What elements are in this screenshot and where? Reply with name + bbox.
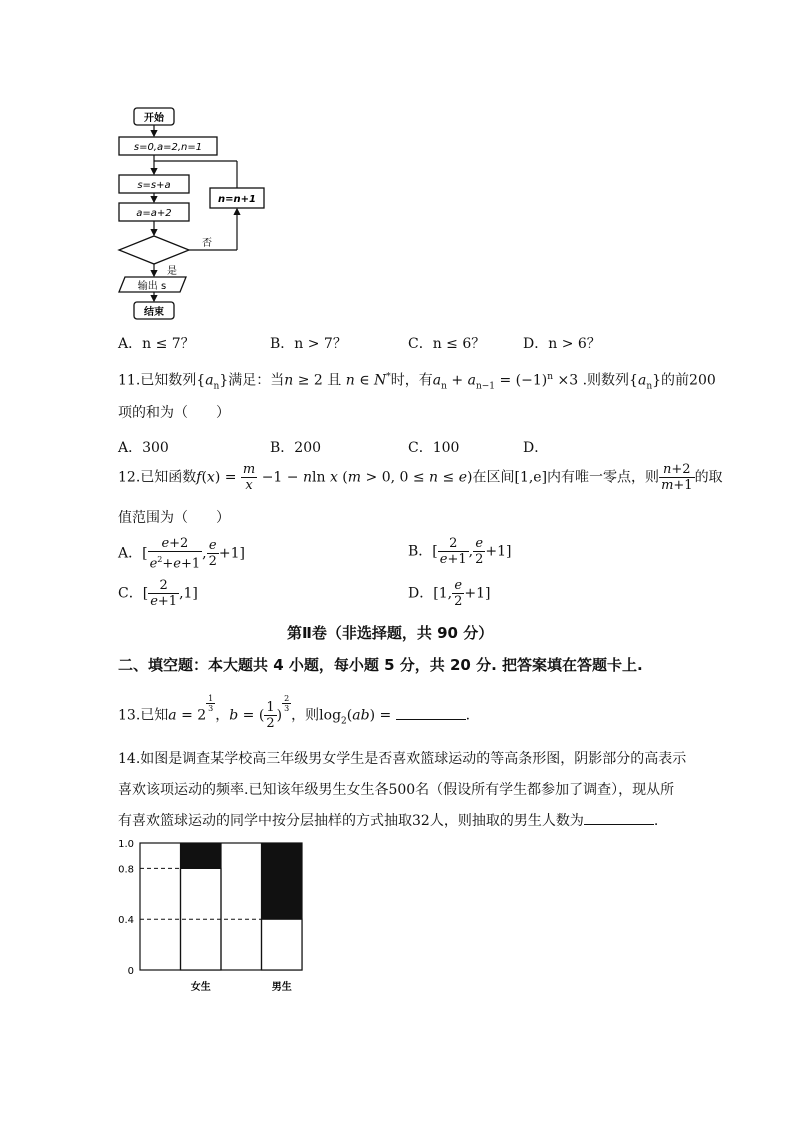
q12-option-d: D．[1, $\frac{e}{2}$ +1] xyxy=(408,578,491,609)
q12-line2: 值范围为（ ） xyxy=(118,510,230,526)
flow-step1-text: s=s+a xyxy=(137,180,171,191)
q14-line1: 14.如图是调查某学校高三年级男女学生是否喜欢篮球运动的等高条形图，阴影部分的高表示 xyxy=(118,751,687,767)
q12-option-c-label: C． xyxy=(118,585,143,602)
section-heading: 二、填空题：本大题共 4 小题，每小题 5 分，共 20 分. 把答案填在答题卡上. xyxy=(118,656,643,674)
bar-unshaded-1 xyxy=(262,919,303,970)
bar-shaded-1 xyxy=(262,843,303,919)
q12-option-b: B．[ $\frac{2}{e+1}$ , $\frac{e}{2}$ +1] xyxy=(408,536,512,567)
bar-unshaded-0 xyxy=(181,868,222,970)
q10-option-b: B．n > 7？ xyxy=(270,336,347,352)
q14-line3: 有喜欢篮球运动的同学中按分层抽样的方式抽取32人，则抽取的男生人数为 . xyxy=(118,813,659,829)
flow-output-text: 输出 s xyxy=(137,281,167,292)
q12-option-d-label: D． xyxy=(408,585,434,602)
flow-init-text: s=0,a=2,n=1 xyxy=(133,142,203,153)
flow-yes-label: 是 xyxy=(167,266,177,277)
flow-start-text: 开始 xyxy=(144,113,164,124)
q11-text-a: 11.已知数列 xyxy=(118,372,197,389)
stacked-bar-chart xyxy=(110,832,320,997)
q11-text-c: 时，有 xyxy=(390,372,433,389)
part2-title: 第Ⅱ卷（非选择题，共 90 分） xyxy=(287,624,494,642)
q14-answer-blank xyxy=(584,812,654,825)
q12-tail: 的取 xyxy=(694,469,723,486)
q11-text-d: 则数列 xyxy=(587,372,630,389)
q11-text-b: 满足：当 xyxy=(228,372,285,389)
q13-answer-blank xyxy=(396,707,466,720)
flow-loop-text: n=n+1 xyxy=(218,194,256,205)
q12-option-a-label: A． xyxy=(118,545,143,562)
q10-option-a: A．n ≤ 7？ xyxy=(118,336,195,352)
y-tick-label-3: 0 xyxy=(127,966,134,977)
q11-line2: 项的和为（ ） xyxy=(118,405,230,421)
q10-option-d: D．n > 6？ xyxy=(523,336,601,352)
x-tick-label-0: 女生 xyxy=(190,982,211,993)
q11-option-c: C．100 xyxy=(408,440,460,456)
bar-shaded-0 xyxy=(181,843,222,868)
q14-line3-text: 有喜欢篮球运动的同学中按分层抽样的方式抽取32人，则抽取的男生人数为 xyxy=(118,813,584,829)
y-tick-label-0: 1.0 xyxy=(118,839,134,850)
q12-option-a: A．[ $\frac{e+2}{e^2+e+1}$ , $\frac{e}{2}$ +1] xyxy=(118,536,246,572)
q12-mid: 在区间[1,e]内有唯一零点，则 xyxy=(472,469,660,486)
flow-step2-text: a=a+2 xyxy=(136,208,172,219)
q12-line1: 12.已知函数f(x) = $\frac{m}{x}$ −1 − nln x (m > 0, 0 ≤ n ≤ e)在区间[1,e]内有唯一零点，则 $\frac{n+2}{m+1}$ 的取 xyxy=(118,462,723,493)
q11-text-e: 的前200 xyxy=(661,372,716,389)
x-tick-label-1: 男生 xyxy=(271,982,292,993)
q13-prefix: 13.已知 xyxy=(118,707,169,724)
q11-option-b: B．200 xyxy=(270,440,322,456)
flowchart xyxy=(112,100,292,325)
q12-intro: 12.已知函数 xyxy=(118,469,197,486)
flow-condition-diamond xyxy=(119,236,189,264)
q12-option-c: C．[ $\frac{2}{e+1}$ ,1] xyxy=(118,578,198,609)
q12-option-b-label: B． xyxy=(408,543,433,560)
q13-line: 13.已知a = 2 $^{\frac{1}{3}}$ ，b = ( $\frac{1}{2}$ ) $^{\frac{2}{3}}$ ，则$\log_2(ab)$ = . xyxy=(118,694,471,731)
q11-option-a: A．300 xyxy=(118,440,169,456)
q10-option-c: C．n ≤ 6？ xyxy=(408,336,486,352)
flow-end-text: 结束 xyxy=(144,307,164,318)
q14-line2: 喜欢该项运动的频率.已知该年级男生女生各500名（假设所有学生都参加了调查），现从所 xyxy=(118,782,675,798)
y-tick-label-2: 0.4 xyxy=(118,915,134,927)
flow-no-label: 否 xyxy=(202,238,212,249)
q13-then: ，则 xyxy=(291,707,320,724)
y-tick-label-1: 0.8 xyxy=(118,864,134,876)
q11-option-d: D． xyxy=(523,440,549,456)
q11-line1: 11.已知数列$\{a_n\}$满足：当n ≥ 2 且 n ∈ N*时，有$a_n + a_{n-1} = (-1)^n \times 3$ .则数列$\{a_n\}$的前200 xyxy=(118,372,716,392)
